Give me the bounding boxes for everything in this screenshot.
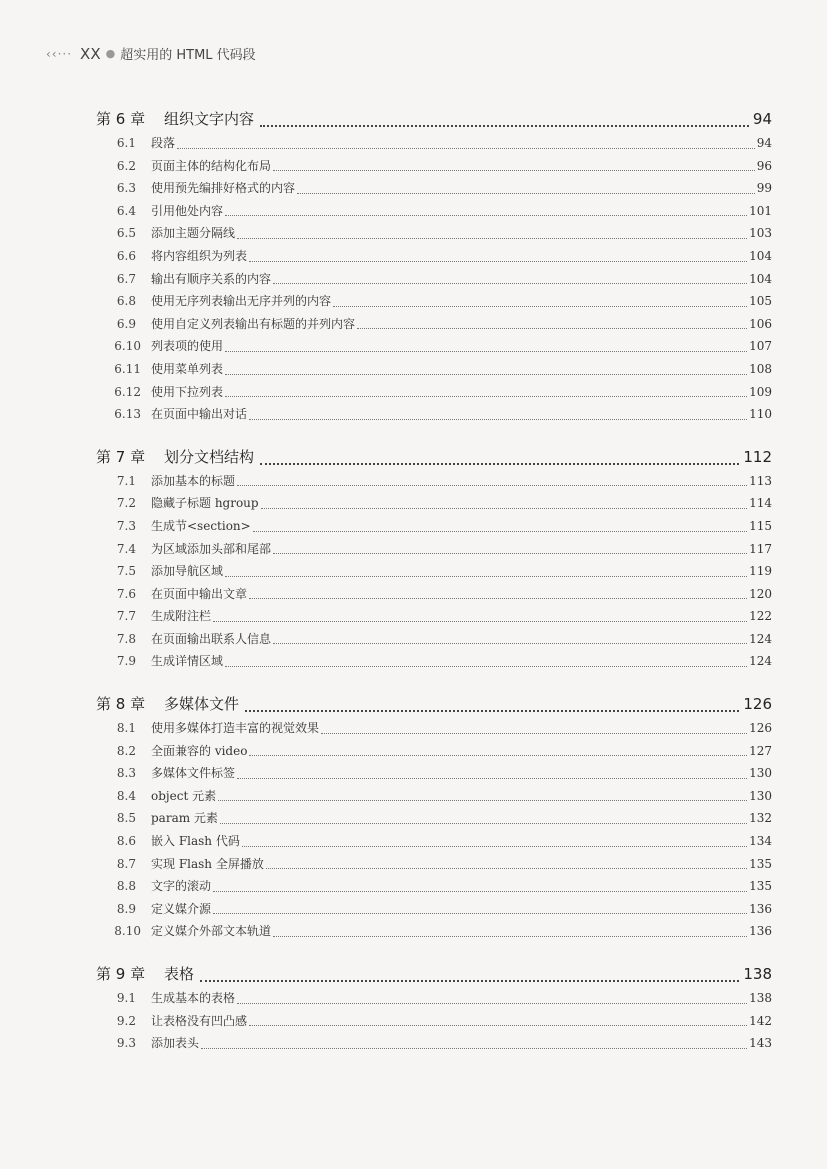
section-page: 127 (749, 743, 772, 758)
section-title: 隐藏子标题 hgroup (151, 496, 259, 511)
section-list (96, 470, 772, 673)
section-page: 103 (749, 226, 772, 241)
section-title: 段落 (151, 136, 176, 150)
section-page: 96 (756, 158, 772, 173)
section-number: 9.3 (116, 1036, 136, 1051)
dot-leader (237, 485, 747, 486)
dot-leader (333, 306, 747, 307)
section-title: 添加主题分隔线 (151, 226, 236, 241)
chapter-number: 第 7 章 (96, 447, 146, 466)
section-number: 7.7 (116, 609, 136, 624)
toc-section[interactable] (96, 740, 772, 763)
section-title: 定义媒介源 (151, 901, 212, 916)
toc-section[interactable] (96, 268, 772, 291)
section-number: 6.9 (116, 316, 136, 331)
dot-leader (357, 328, 747, 329)
section-number: 7.2 (116, 496, 136, 511)
section-number: 6.5 (116, 226, 136, 241)
dot-leader (201, 1048, 747, 1049)
section-page: 109 (749, 384, 772, 399)
section-number: 6.8 (116, 294, 136, 309)
section-title: 定义媒介外部文本轨道 (151, 924, 272, 939)
section-page: 122 (749, 609, 772, 624)
section-number: 7.9 (116, 654, 136, 669)
section-number: 9.2 (116, 1013, 136, 1028)
toc-section[interactable] (96, 132, 772, 155)
section-number: 8.1 (116, 721, 136, 736)
section-number: 7.3 (116, 518, 136, 533)
chapter-page: 138 (743, 965, 772, 983)
section-page: 126 (749, 721, 772, 736)
dot-leader (249, 755, 747, 756)
section-title: object 元素 (151, 788, 217, 803)
toc-section[interactable] (96, 470, 772, 493)
toc-section[interactable] (96, 1010, 772, 1033)
section-title: 使用预先编排好格式的内容 (151, 181, 296, 196)
toc-section[interactable] (96, 381, 772, 404)
section-title: param 元素 (151, 811, 218, 826)
section-title: 使用菜单列表 (151, 361, 224, 376)
section-title: 添加导航区域 (151, 564, 224, 579)
chapter-page: 112 (743, 447, 772, 466)
section-number: 8.2 (116, 743, 136, 758)
section-number: 7.1 (116, 473, 136, 488)
section-page: 104 (749, 271, 772, 286)
dot-leader (220, 823, 747, 824)
section-title: 生成附注栏 (151, 609, 212, 624)
toc-section[interactable] (96, 830, 772, 853)
dot-leader (213, 913, 747, 914)
dot-leader (297, 193, 755, 194)
dot-leader (249, 261, 747, 262)
toc-section[interactable] (96, 335, 772, 358)
section-number: 6.7 (116, 271, 136, 286)
dot-leader (260, 125, 749, 127)
section-title: 全面兼容的 video (151, 743, 248, 758)
toc-chapter[interactable] (96, 961, 772, 987)
section-number: 6.13 (114, 407, 141, 422)
section-title: 使用无序列表输出无序并列的内容 (151, 294, 332, 309)
section-page: 136 (749, 924, 772, 939)
section-list (96, 132, 772, 426)
section-page: 119 (749, 564, 772, 579)
dot-leader (225, 374, 747, 375)
page-header (46, 44, 256, 63)
toc-section[interactable] (96, 515, 772, 538)
section-title: 页面主体的结构化布局 (151, 158, 272, 173)
section-page: 108 (749, 361, 772, 376)
toc-section[interactable] (96, 853, 772, 876)
toc-section[interactable] (96, 222, 772, 245)
dot-leader (237, 778, 747, 779)
back-arrow-icon: ‹‹··· (46, 46, 73, 61)
dot-leader (237, 238, 747, 239)
section-page: 113 (749, 473, 772, 488)
toc-section[interactable] (96, 200, 772, 223)
toc-section[interactable] (96, 155, 772, 178)
section-title: 嵌入 Flash 代码 (151, 834, 240, 849)
toc-section[interactable] (96, 313, 772, 336)
section-title: 添加基本的标题 (151, 473, 236, 488)
toc-chapter[interactable] (96, 444, 772, 470)
section-page: 99 (756, 181, 772, 196)
section-title: 列表项的使用 (151, 339, 224, 354)
section-page: 115 (749, 518, 772, 533)
dot-leader (225, 396, 747, 397)
chapter-title: 划分文档结构 (164, 447, 255, 466)
section-page: 143 (749, 1036, 772, 1051)
section-title: 为区域添加头部和尾部 (151, 541, 272, 556)
section-page: 104 (749, 248, 772, 263)
section-number: 7.8 (116, 631, 136, 646)
toc-chapter[interactable] (96, 106, 772, 132)
section-page: 135 (749, 856, 772, 871)
section-title: 在页面输出联系人信息 (151, 631, 272, 646)
dot-leader (261, 508, 747, 509)
toc-section[interactable] (96, 245, 772, 268)
dot-leader (225, 666, 747, 667)
section-page: 138 (749, 991, 772, 1005)
book-title: 超实用的 HTML 代码段 (120, 48, 256, 63)
section-list (96, 717, 772, 943)
toc-section[interactable] (96, 560, 772, 583)
section-page: 142 (749, 1013, 772, 1028)
toc-chapter[interactable] (96, 691, 772, 717)
section-page: 120 (749, 586, 772, 601)
section-page: 110 (749, 407, 772, 422)
section-page: 101 (749, 203, 772, 218)
section-page: 124 (749, 654, 772, 669)
dot-leader (260, 463, 739, 465)
section-number: 9.1 (116, 991, 136, 1005)
toc-section[interactable] (96, 605, 772, 628)
section-title: 生成基本的表格 (151, 991, 236, 1005)
section-title: 在页面中输出对话 (151, 407, 248, 422)
dot-leader (218, 800, 747, 801)
section-title: 文字的滚动 (151, 879, 212, 894)
toc-section[interactable] (96, 920, 772, 943)
dot-leader (245, 710, 739, 712)
dot-leader (249, 1025, 747, 1026)
section-number: 6.1 (116, 136, 136, 150)
toc-section[interactable] (96, 177, 772, 200)
separator-dot-icon: ● (105, 47, 116, 60)
section-number: 6.12 (114, 384, 141, 399)
chapter-title: 组织文字内容 (164, 110, 255, 128)
section-page: 136 (749, 901, 772, 916)
toc-section[interactable] (96, 1032, 772, 1055)
dot-leader (242, 846, 747, 847)
section-page: 124 (749, 631, 772, 646)
section-number: 8.6 (116, 834, 136, 849)
dot-leader (177, 148, 755, 149)
dot-leader (253, 531, 747, 532)
section-page: 135 (749, 879, 772, 894)
section-number: 7.5 (116, 564, 136, 579)
section-title: 使用下拉列表 (151, 384, 224, 399)
section-page: 117 (749, 541, 772, 556)
toc-section[interactable] (96, 290, 772, 313)
section-number: 6.3 (116, 181, 136, 196)
section-page: 107 (749, 339, 772, 354)
section-number: 6.11 (114, 361, 141, 376)
dot-leader (321, 733, 747, 734)
dot-leader (273, 283, 747, 284)
page-code: XX (80, 44, 101, 63)
section-page: 130 (749, 788, 772, 803)
section-page: 134 (749, 834, 772, 849)
section-page: 132 (749, 811, 772, 826)
section-title: 使用多媒体打造丰富的视觉效果 (151, 721, 320, 736)
chapter-title: 表格 (164, 965, 195, 983)
section-page: 130 (749, 766, 772, 781)
section-number: 8.8 (116, 879, 136, 894)
section-title: 多媒体文件标签 (151, 766, 236, 781)
dot-leader (273, 643, 747, 644)
toc-section[interactable] (96, 762, 772, 785)
section-number: 6.6 (116, 248, 136, 263)
toc-section[interactable] (96, 785, 772, 808)
section-number: 8.3 (116, 766, 136, 781)
dot-leader (273, 553, 747, 554)
section-number: 7.6 (116, 586, 136, 601)
toc-section[interactable] (96, 898, 772, 921)
dot-leader (237, 1003, 747, 1004)
chapter-page: 94 (752, 110, 772, 128)
section-title: 实现 Flash 全屏播放 (151, 856, 264, 871)
toc-section[interactable] (96, 403, 772, 426)
section-page: 114 (749, 496, 772, 511)
section-page: 105 (749, 294, 772, 309)
section-page: 106 (749, 316, 772, 331)
section-list (96, 987, 772, 1055)
section-title: 让表格没有凹凸感 (151, 1013, 248, 1028)
dot-leader (249, 419, 747, 420)
section-title: 添加表头 (151, 1036, 200, 1051)
section-number: 8.9 (116, 901, 136, 916)
dot-leader (273, 936, 747, 937)
section-title: 生成节<section> (151, 518, 251, 533)
section-number: 8.4 (116, 788, 136, 803)
section-number: 6.10 (114, 339, 141, 354)
toc-section[interactable] (96, 987, 772, 1010)
section-number: 8.7 (116, 856, 136, 871)
toc-section[interactable] (96, 628, 772, 651)
section-number: 6.4 (116, 203, 136, 218)
toc-section[interactable] (96, 358, 772, 381)
section-title: 将内容组织为列表 (151, 248, 248, 263)
section-title: 引用他处内容 (151, 203, 224, 218)
chapter-number: 第 9 章 (96, 965, 146, 983)
dot-leader (266, 868, 747, 869)
dot-leader (249, 598, 747, 599)
section-title: 生成详情区域 (151, 654, 224, 669)
section-number: 8.5 (116, 811, 136, 826)
dot-leader (213, 621, 747, 622)
chapter-title: 多媒体文件 (164, 695, 240, 714)
dot-leader (225, 576, 747, 577)
toc-section[interactable] (96, 650, 772, 673)
chapter-page: 126 (743, 695, 772, 714)
dot-leader (273, 170, 755, 171)
toc-section[interactable] (96, 807, 772, 830)
section-number: 6.2 (116, 158, 136, 173)
section-number: 8.10 (114, 924, 141, 939)
table-of-contents (96, 106, 772, 1073)
dot-leader (213, 891, 747, 892)
toc-section[interactable] (96, 583, 772, 606)
dot-leader (225, 351, 747, 352)
dot-leader (200, 980, 739, 982)
section-page: 94 (756, 136, 772, 150)
toc-section[interactable] (96, 717, 772, 740)
section-title: 使用自定义列表输出有标题的并列内容 (151, 316, 356, 331)
chapter-number: 第 8 章 (96, 695, 146, 714)
section-number: 7.4 (116, 541, 136, 556)
section-title: 在页面中输出文章 (151, 586, 248, 601)
section-title: 输出有顺序关系的内容 (151, 271, 272, 286)
chapter-number: 第 6 章 (96, 110, 146, 128)
dot-leader (225, 215, 747, 216)
toc-section[interactable] (96, 492, 772, 515)
toc-section[interactable] (96, 875, 772, 898)
toc-section[interactable] (96, 538, 772, 561)
